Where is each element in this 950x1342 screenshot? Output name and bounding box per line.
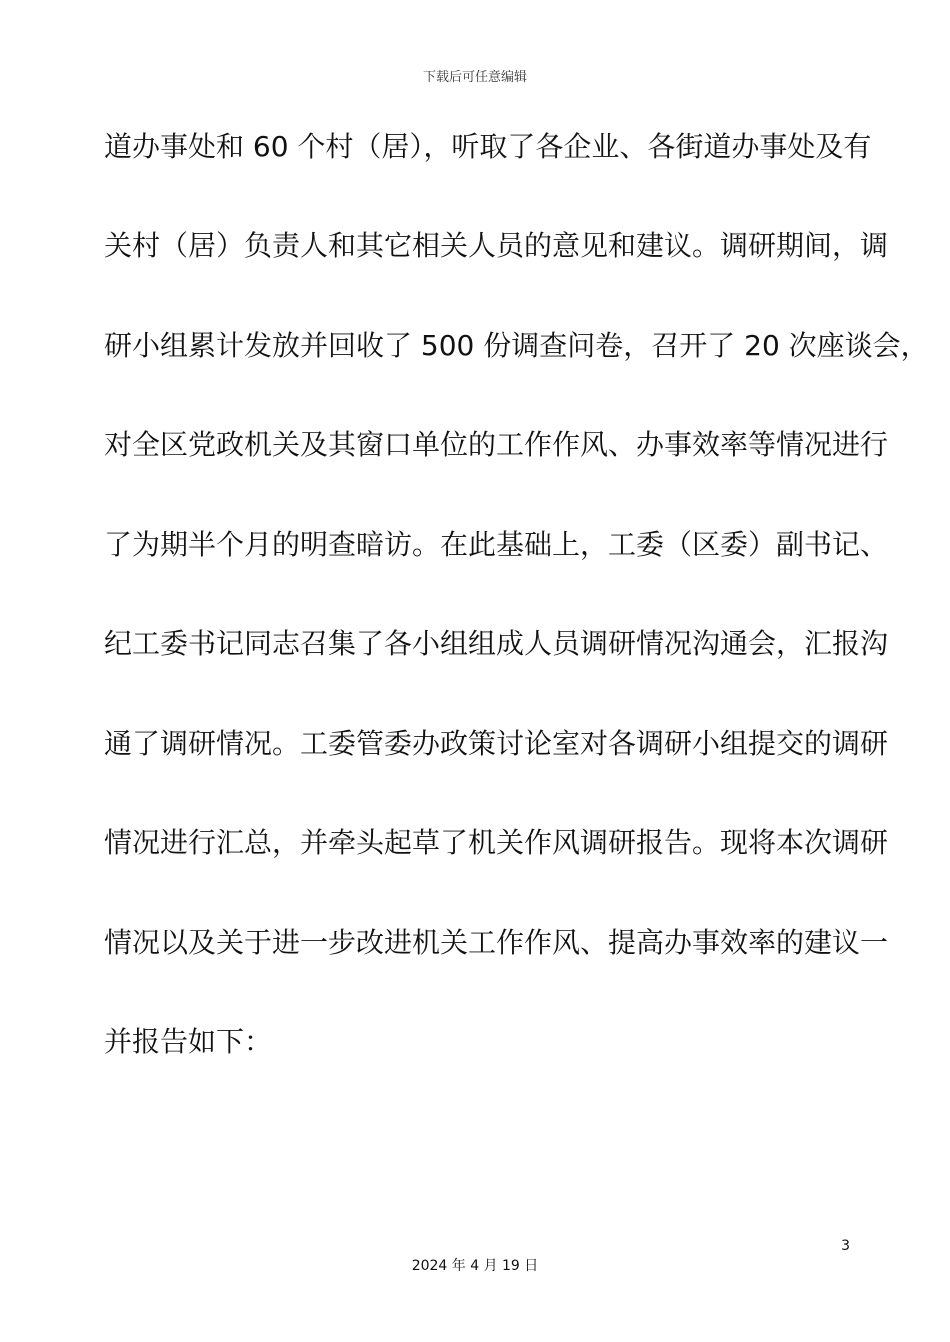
body-line: 道办事处和 60 个村（居），听取了各企业、各街道办事处及有 [104,130,872,163]
body-line: 并报告如下： [104,1025,273,1058]
header-note: 下载后可任意编辑 [422,70,527,85]
body-line: 关村（居）负责人和其它相关人员的意见和建议。调研期间，调 [104,229,889,262]
body-line: 情况进行汇总，并牵头起草了机关作风调研报告。现将本次调研 [104,826,889,859]
body-line: 了为期半个月的明查暗访。在此基础上，工委（区委）副书记、 [104,528,889,561]
body-line: 对全区党政机关及其窗口单位的工作作风、办事效率等情况进行 [104,428,889,461]
body-line: 纪工委书记同志召集了各小组组成人员调研情况沟通会，汇报沟 [104,627,889,660]
body-line: 研小组累计发放并回收了 500 份调查问卷，召开了 20 次座谈会， [104,329,929,362]
body-line: 通了调研情况。工委管委办政策讨论室对各调研小组提交的调研 [104,727,889,760]
page-number: 3 [841,1238,850,1254]
body-line: 情况以及关于进一步改进机关工作作风、提高办事效率的建议一 [104,926,889,959]
footer-date: 2024 年 4 月 19 日 [411,1258,539,1274]
